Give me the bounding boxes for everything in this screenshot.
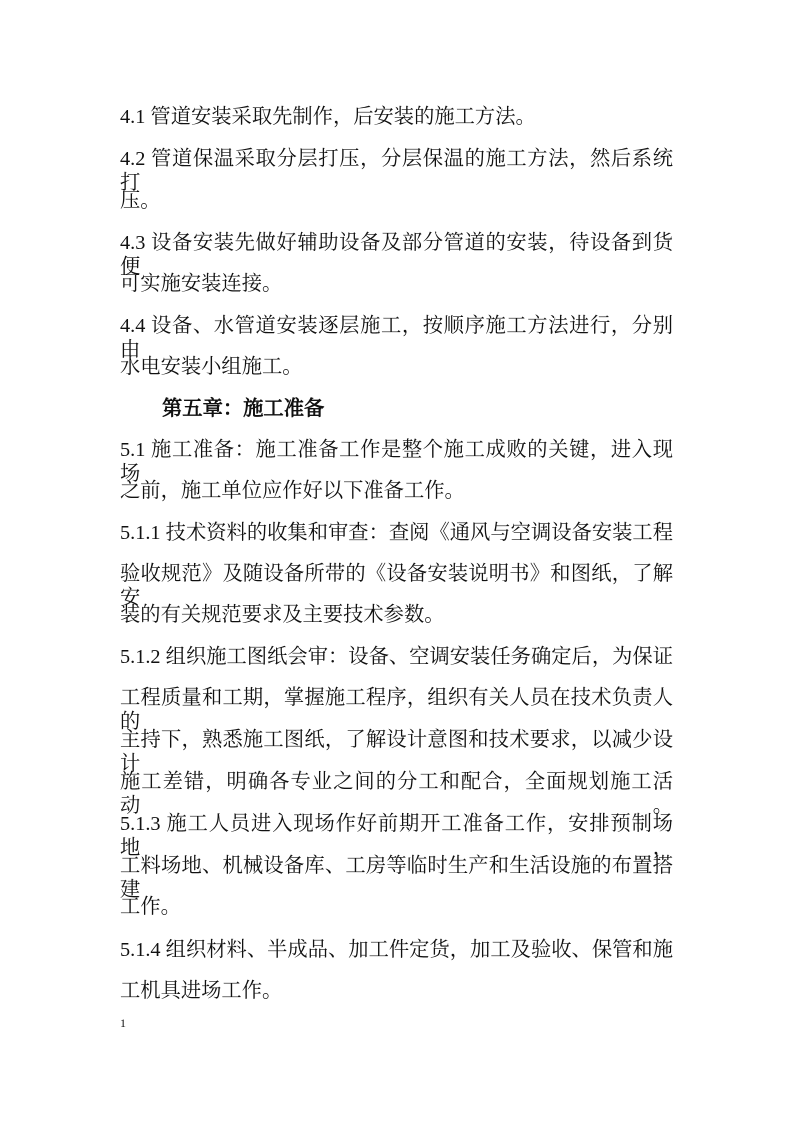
page-number: 1 (120, 1016, 126, 1030)
paragraph-line: 施工差错，明确各专业之间的分工和配合，全面规划施工活动。 (120, 771, 673, 817)
paragraph-line: 水电安装小组施工。 (120, 356, 303, 378)
paragraph-line: 工作。 (120, 896, 181, 918)
paragraph-line: 4.3 设备安装先做好辅助设备及部分管道的安装，待设备到货便 (120, 232, 673, 278)
paragraph-line: 主持下，熟悉施工图纸，了解设计意图和技术要求，以减少设计 (120, 729, 673, 775)
paragraph-line: 5.1.1 技术资料的收集和审查：查阅《通风与空调设备安装工程 (120, 522, 673, 544)
paragraph-line: 工程质量和工期，掌握施工程序，组织有关人员在技术负责人的 (120, 687, 673, 733)
paragraph-line: 之前，施工单位应作好以下准备工作。 (120, 480, 465, 502)
paragraph-line: 4.4 设备、水管道安装逐层施工，按顺序施工方法进行，分别由 (120, 315, 673, 361)
paragraph-line: 5.1 施工准备：施工准备工作是整个施工成败的关键，进入现场 (120, 439, 673, 485)
paragraph-line: 5.1.4 组织材料、半成品、加工件定货，加工及验收、保管和施 (120, 939, 673, 961)
paragraph-line: 4.2 管道保温采取分层打压，分层保温的施工方法，然后系统打 (120, 148, 673, 194)
chapter-heading: 第五章：施工准备 (162, 398, 325, 420)
paragraph-line: 装的有关规范要求及主要技术参数。 (120, 604, 445, 626)
paragraph-line: 5.1.2 组织施工图纸会审：设备、空调安装任务确定后，为保证 (120, 646, 673, 668)
paragraph-line: 4.1 管道安装采取先制作，后安装的施工方法。 (120, 106, 536, 128)
paragraph-line: 可实施安装连接。 (120, 273, 283, 295)
paragraph-line: 工机具进场工作。 (120, 980, 283, 1002)
paragraph-line: 压。 (120, 190, 161, 212)
paragraph-line: 5.1.3 施工人员进入现场作好前期开工准备工作，安排预制场地， (120, 813, 673, 859)
paragraph-line: 工料场地、机械设备库、工房等临时生产和生活设施的布置搭建 (120, 855, 673, 901)
paragraph-line: 验收规范》及随设备所带的《设备安装说明书》和图纸，了解安 (120, 563, 673, 609)
